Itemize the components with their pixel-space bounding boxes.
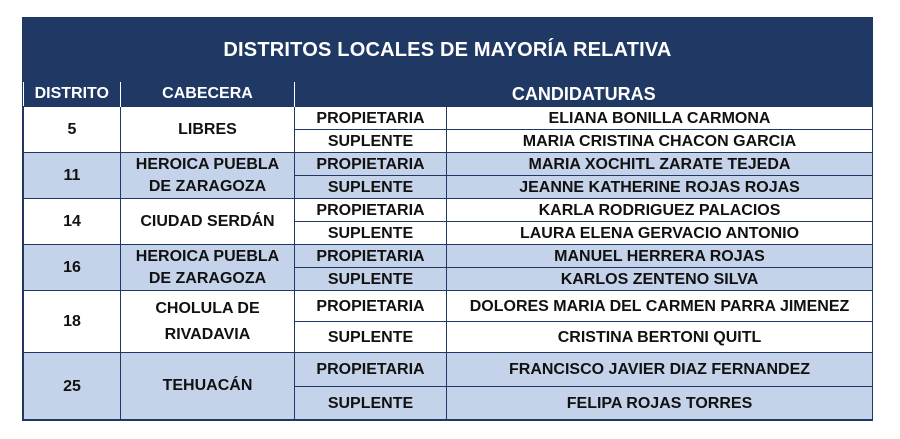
nombre-cell: ELIANA BONILLA CARMONA xyxy=(447,107,873,130)
cabecera-cell xyxy=(121,107,295,153)
cabecera-cell xyxy=(121,291,295,353)
cargo-cell: SUPLENTE xyxy=(295,130,447,153)
nombre-cell: MANUEL HERRERA ROJAS xyxy=(447,245,873,268)
nombre-cell: KARLA RODRIGUEZ PALACIOS xyxy=(447,199,873,222)
cargo-cell: SUPLENTE xyxy=(295,268,447,291)
cargo-cell: PROPIETARIA xyxy=(295,153,447,176)
candidates-table-container xyxy=(22,17,873,421)
nombre-cell: MARIA XOCHITL ZARATE TEJEDA xyxy=(447,153,873,176)
cabecera-line-2: DE ZARAGOZA xyxy=(148,177,267,195)
cargo-cell: SUPLENTE xyxy=(295,387,447,420)
nombre-cell: KARLOS ZENTENO SILVA xyxy=(447,268,873,291)
cabecera-line-1: CHOLULA DE xyxy=(155,299,260,317)
table-row xyxy=(24,107,873,130)
table-row xyxy=(24,199,873,222)
header-candidaturas: CANDIDATURAS xyxy=(295,82,873,107)
cargo-cell: PROPIETARIA xyxy=(295,107,447,130)
nombre-cell: MARIA CRISTINA CHACON GARCIA xyxy=(447,130,873,153)
distrito-cell: 5 xyxy=(24,107,121,153)
cargo-cell: PROPIETARIA xyxy=(295,291,447,322)
distrito-cell: 18 xyxy=(24,291,121,353)
nombre-cell: CRISTINA BERTONI QUITL xyxy=(447,322,873,353)
header-distrito: DISTRITO xyxy=(24,82,121,107)
cabecera-line-1: HEROICA PUEBLA xyxy=(135,155,280,173)
header-cabecera: CABECERA xyxy=(121,82,295,107)
cabecera-line-2: DE ZARAGOZA xyxy=(148,269,267,287)
table-row xyxy=(24,353,873,387)
table-row xyxy=(24,291,873,322)
cargo-cell: PROPIETARIA xyxy=(295,199,447,222)
distrito-cell: 11 xyxy=(24,153,121,199)
table-row xyxy=(24,245,873,268)
cabecera-line-1: TEHUACÁN xyxy=(162,377,253,394)
cabecera-cell xyxy=(121,353,295,420)
cabecera-line-1: HEROICA PUEBLA xyxy=(135,247,280,265)
nombre-cell: DOLORES MARIA DEL CARMEN PARRA JIMENEZ xyxy=(447,291,873,322)
header-row xyxy=(24,82,873,107)
nombre-cell: FRANCISCO JAVIER DIAZ FERNANDEZ xyxy=(447,353,873,387)
table-title: DISTRITOS LOCALES DE MAYORÍA RELATIVA xyxy=(23,18,872,82)
cargo-cell: SUPLENTE xyxy=(295,222,447,245)
cabecera-line-1: CIUDAD SERDÁN xyxy=(140,212,275,230)
cabecera-line-1: LIBRES xyxy=(178,120,237,138)
candidates-table xyxy=(23,82,873,420)
cargo-cell: PROPIETARIA xyxy=(295,353,447,387)
nombre-cell: FELIPA ROJAS TORRES xyxy=(447,387,873,420)
distrito-cell: 14 xyxy=(24,199,121,245)
cargo-cell: SUPLENTE xyxy=(295,322,447,353)
distrito-cell: 25 xyxy=(24,353,121,420)
cabecera-cell xyxy=(121,153,295,199)
cargo-cell: PROPIETARIA xyxy=(295,245,447,268)
cabecera-cell xyxy=(121,245,295,291)
distrito-cell: 16 xyxy=(24,245,121,291)
cargo-cell: SUPLENTE xyxy=(295,176,447,199)
table-row xyxy=(24,153,873,176)
cabecera-cell xyxy=(121,199,295,245)
cabecera-line-2: RIVADAVIA xyxy=(164,325,251,343)
nombre-cell: JEANNE KATHERINE ROJAS ROJAS xyxy=(447,176,873,199)
nombre-cell: LAURA ELENA GERVACIO ANTONIO xyxy=(447,222,873,245)
